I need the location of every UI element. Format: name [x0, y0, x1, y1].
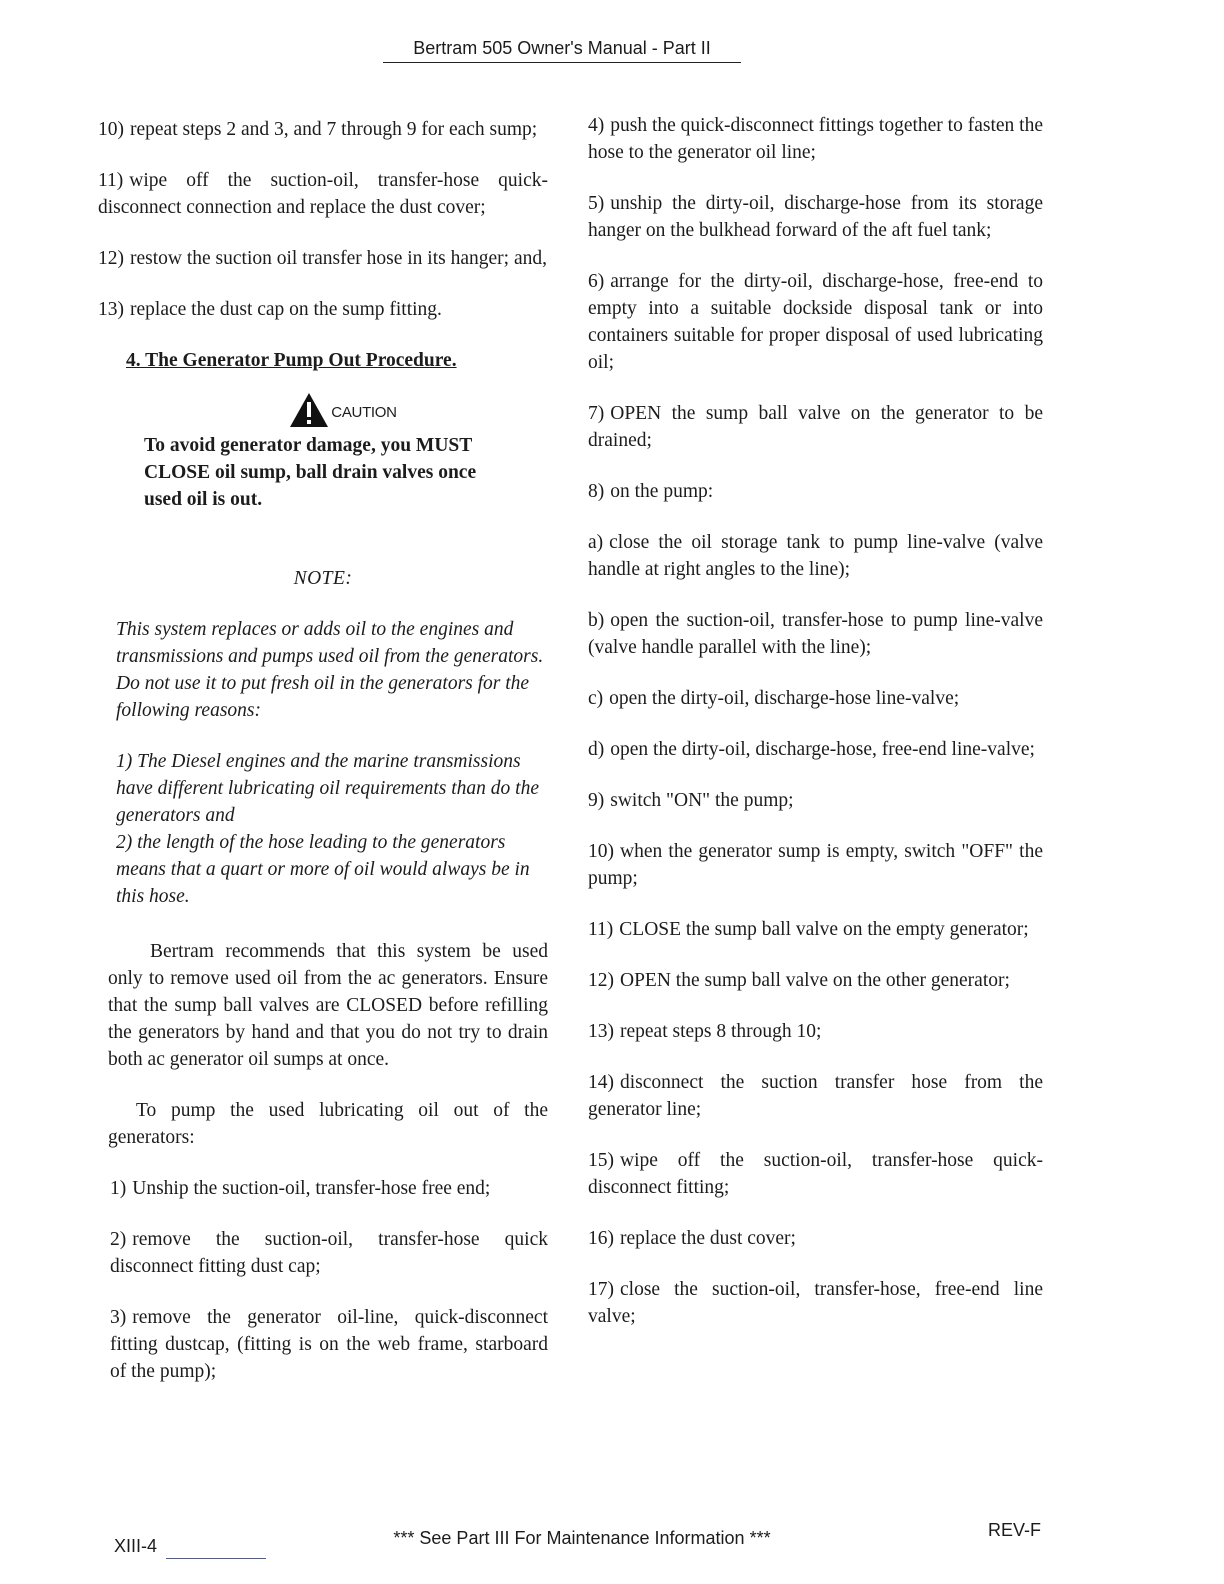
sub-step-item: d) open the dirty-oil, discharge-hose, free-end line-valve;: [588, 739, 1035, 760]
revision-label: REV-F: [988, 1520, 1042, 1540]
step-item: 12) OPEN the sump ball valve on the other generator;: [588, 970, 1010, 991]
step-item: 14) disconnect the suction transfer hose from the generator line;: [588, 1072, 1043, 1120]
note-reason: 1) The Diesel engines and the marine transmissions have different lubricating oil requirements than do the generators and: [116, 751, 539, 826]
page-number: XIII-4: [114, 1536, 158, 1556]
step-item: 9) switch "ON" the pump;: [588, 790, 794, 811]
step-item: 3) remove the generator oil-line, quick-disconnect fitting dustcap, (fitting is on the web frame, starboard of the pump);: [110, 1307, 548, 1382]
sub-step-item: c) open the dirty-oil, discharge-hose line-valve;: [588, 688, 960, 709]
warning-icon: [289, 392, 329, 428]
section-title: 4. The Generator Pump Out Procedure.: [126, 350, 457, 371]
step-item: 7) OPEN the sump ball valve on the generator to be drained;: [588, 403, 1043, 451]
step-item: 15) wipe off the suction-oil, transfer-hose quick-disconnect fitting;: [588, 1150, 1043, 1198]
step-item: 13) replace the dust cap on the sump fitting.: [98, 299, 442, 320]
right-column: [588, 112, 1043, 1330]
step-item: 11) wipe off the suction-oil, transfer-hose quick-disconnect connection and replace the dust cover;: [98, 170, 548, 218]
step-item: 16) replace the dust cover;: [588, 1228, 796, 1249]
body-paragraph: Bertram recommends that this system be used only to remove used oil from the ac generators. Ensure that the sump ball valves are CLOSED before refilling the generators by hand and that you do not try to drain both ac generator oil sumps at once.: [108, 941, 548, 1070]
note-block: [116, 616, 548, 910]
body-paragraph: To pump the used lubricating oil out of the generators:: [108, 1100, 548, 1148]
step-item: 12) restow the suction oil transfer hose in its hanger; and,: [98, 248, 547, 269]
step-item: 10) when the generator sump is empty, switch "OFF" the pump;: [588, 841, 1043, 889]
page-header: Bertram 505 Owner's Manual - Part II: [383, 38, 741, 63]
note-title: NOTE:: [293, 568, 353, 589]
step-item: 13) repeat steps 8 through 10;: [588, 1021, 822, 1042]
note-paragraph: This system replaces or adds oil to the engines and transmissions and pumps used oil from the generators. Do not use it to put fresh oil in the generators for the following reasons:: [116, 619, 544, 721]
step-item: 10) repeat steps 2 and 3, and 7 through 9 for each sump;: [98, 119, 538, 140]
left-column: [98, 116, 548, 1385]
step-item: 4) push the quick-disconnect fittings together to fasten the hose to the generator oil line;: [588, 115, 1043, 163]
caution-label: CAUTION: [331, 404, 397, 421]
caution-text: To avoid generator damage, you MUST CLOSE oil sump, ball drain valves once used oil is out.: [144, 435, 477, 510]
step-item: 1) Unship the suction-oil, transfer-hose free end;: [110, 1178, 491, 1199]
step-item: 5) unship the dirty-oil, discharge-hose from its storage hanger on the bulkhead forward of the aft fuel tank;: [588, 193, 1043, 241]
sub-step-item: b) open the suction-oil, transfer-hose to pump line-valve (valve handle parallel with the line);: [588, 610, 1043, 658]
footer-note: *** See Part III For Maintenance Information ***: [393, 1528, 771, 1548]
sub-step-item: a) close the oil storage tank to pump line-valve (valve handle at right angles to the line);: [588, 532, 1043, 580]
caution-header: [138, 392, 548, 428]
footer-rule: [166, 1558, 266, 1559]
step-item: 11) CLOSE the sump ball valve on the empty generator;: [588, 919, 1029, 940]
step-item: 6) arrange for the dirty-oil, discharge-hose, free-end to empty into a suitable dockside disposal tank or into containers suitable for proper disposal of used lubricating oil;: [588, 271, 1043, 373]
note-reason: 2) the length of the hose leading to the generators means that a quart or more of oil would always be in this hose.: [116, 832, 530, 907]
step-item: 8) on the pump:: [588, 481, 714, 502]
step-item: 2) remove the suction-oil, transfer-hose quick disconnect fitting dust cap;: [110, 1229, 548, 1277]
step-item: 17) close the suction-oil, transfer-hose, free-end line valve;: [588, 1279, 1043, 1327]
